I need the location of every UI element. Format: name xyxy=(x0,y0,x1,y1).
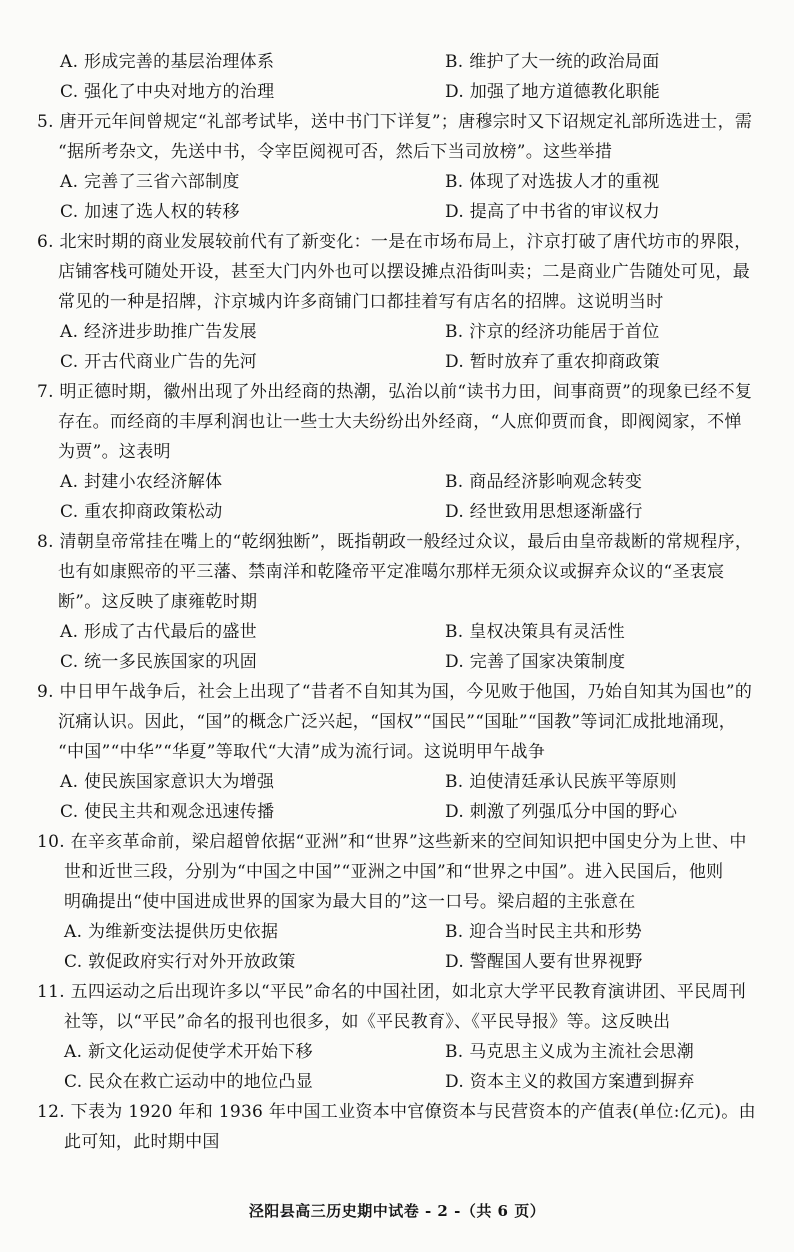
question-stem-line: 常见的一种是招牌，汴京城内许多商铺门口都挂着写有店名的招牌。这说明当时 xyxy=(58,292,664,312)
option-c: C. 民众在救亡运动中的地位凸显 xyxy=(64,1072,314,1092)
question-stem-line: 10. 在辛亥革命前，梁启超曾依据“亚洲”和“世界”这些新来的空间知识把中国史分为上世、中 xyxy=(37,832,747,852)
option-d: D. 资本主义的救国方案遭到摒弃 xyxy=(445,1072,695,1092)
option-b: B. 马克思主义成为主流社会思潮 xyxy=(445,1042,695,1062)
option-b: B. 商品经济影响观念转变 xyxy=(445,472,643,492)
option-c: C. 重农抑商政策松动 xyxy=(60,502,223,522)
option-a: A. 完善了三省六部制度 xyxy=(60,172,240,192)
option-c: C. 开古代商业广告的先河 xyxy=(60,352,258,372)
option-a: A. 封建小农经济解体 xyxy=(60,472,223,492)
question-stem-line: 11. 五四运动之后出现许多以“平民”命名的中国社团，如北京大学平民教育演讲团、平民周刊 xyxy=(37,982,747,1002)
question-stem-line: 沉痛认识。因此，“国”的概念广泛兴起，“国权”“国民”“国耻”“国教”等词汇成批地涌现， xyxy=(58,712,737,732)
question-stem-line: 明确提出“使中国进成世界的国家为最大目的”这一口号。梁启超的主张意在 xyxy=(64,892,636,912)
option-d: D. 刺激了列强瓜分中国的野心 xyxy=(445,802,678,822)
option-a: A. 形成了古代最后的盛世 xyxy=(60,622,257,642)
question-stem-line: 8. 清朝皇帝常挂在嘴上的“乾纲独断”，既指朝政一般经过众议，最后由皇帝裁断的常规程序， xyxy=(37,532,753,552)
option-d: D. 加强了地方道德教化职能 xyxy=(445,82,661,102)
option-b: B. 迫使清廷承认民族平等原则 xyxy=(445,772,677,792)
option-a: A. 形成完善的基层治理体系 xyxy=(60,52,275,72)
question-stem-line: 社等，以“平民”命名的报刊也很多，如《平民教育》、《平民导报》等。这反映出 xyxy=(64,1012,671,1032)
option-d: D. 完善了国家决策制度 xyxy=(445,652,626,672)
option-a: A. 为维新变法提供历史依据 xyxy=(64,922,279,942)
option-b: B. 体现了对选拔人才的重视 xyxy=(445,172,660,192)
question-stem-line: 9. 中日甲午战争后，社会上出现了“昔者不自知其为国，今见败于他国，乃始自知其为国也”的 xyxy=(37,682,753,702)
option-b: B. 皇权决策具有灵活性 xyxy=(445,622,625,642)
question-stem-line: “中国”“中华”“华夏”等取代“大清”成为流行词。这说明甲午战争 xyxy=(58,742,546,762)
option-c: C. 加速了选人权的转移 xyxy=(60,202,240,222)
option-b: B. 维护了大一统的政治局面 xyxy=(445,52,660,72)
question-stem-line: 7. 明正德时期，徽州出现了外出经商的热潮，弘治以前“读书力田，间事商贾”的现象已经不复 xyxy=(37,382,753,402)
option-d: D. 提高了中书省的审议权力 xyxy=(445,202,661,222)
option-c: C. 使民主共和观念迅速传播 xyxy=(60,802,275,822)
option-a: A. 使民族国家意识大为增强 xyxy=(60,772,275,792)
question-stem-line: 断”。这反映了康雍乾时期 xyxy=(58,592,258,612)
option-c: C. 统一多民族国家的巩固 xyxy=(60,652,258,672)
option-a: A. 经济进步助推广告发展 xyxy=(60,322,257,342)
option-b: B. 迎合当时民主共和形势 xyxy=(445,922,643,942)
option-c: C. 强化了中央对地方的治理 xyxy=(60,82,275,102)
question-stem-line: “据所考杂文，先送中书，令宰臣阅视可否，然后下当司放榜”。这些举措 xyxy=(58,142,613,162)
option-b: B. 汴京的经济功能居于首位 xyxy=(445,322,660,342)
option-d: D. 警醒国人要有世界视野 xyxy=(445,952,643,972)
option-c: C. 敦促政府实行对外开放政策 xyxy=(64,952,296,972)
question-stem-line: 12. 下表为 1920 年和 1936 年中国工业资本中官僚资本与民营资本的产值表(单位:亿元)。由 xyxy=(37,1102,756,1122)
option-d: D. 经世致用思想逐渐盛行 xyxy=(445,502,643,522)
question-stem-line: 也有如康熙帝的平三藩、禁南洋和乾隆帝平定准噶尔那样无须众议或摒弃众议的“圣衷宸 xyxy=(58,562,725,582)
question-stem-line: 5. 唐开元年间曾规定“礼部考试毕，送中书门下详复”；唐穆宗时又下诏规定礼部所选进士，需 xyxy=(37,112,753,132)
question-stem-line: 世和近世三段，分别为“中国之中国”“亚洲之中国”和“世界之中国”。进入民国后，他则 xyxy=(64,862,724,882)
option-d: D. 暂时放弃了重农抑商政策 xyxy=(445,352,661,372)
question-stem-line: 店铺客栈可随处开设，甚至大门内外也可以摆设摊点沿街叫卖；二是商业广告随处可见，最 xyxy=(58,262,750,282)
page-footer: 泾阳县高三历史期中试卷 - 2 -（共 6 页） xyxy=(248,1202,546,1220)
question-stem-line: 此可知，此时期中国 xyxy=(64,1132,220,1152)
question-stem-line: 存在。而经商的丰厚利润也让一些士大夫纷纷出外经商，“人庶仰贾而食，即阀阅家，不惮 xyxy=(58,412,742,432)
option-a: A. 新文化运动促使学术开始下移 xyxy=(64,1042,313,1062)
question-stem-line: 6. 北宋时期的商业发展较前代有了新变化：一是在市场布局上，汴京打破了唐代坊市的界限， xyxy=(37,232,752,252)
question-stem-line: 为贾”。这表明 xyxy=(58,442,171,462)
